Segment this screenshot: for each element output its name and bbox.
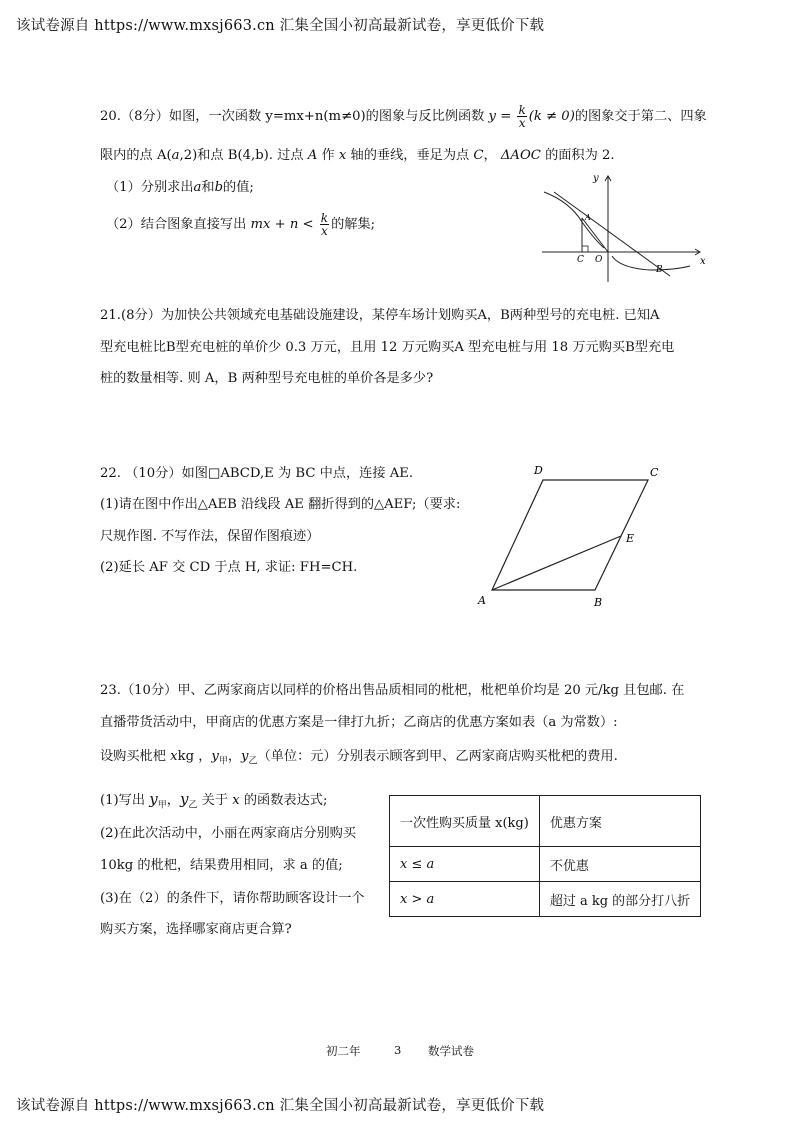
q20-var-C: C xyxy=(473,148,484,163)
q23-s1d: 的函数表达式; xyxy=(239,793,328,808)
hyperbola-branch-q4 xyxy=(612,256,690,270)
q20-var-x: x xyxy=(338,148,347,163)
q20-p2-den: x xyxy=(321,224,328,238)
q23-sub-3-line-1: (3)在（2）的条件下，请你帮助顾客设计一个 xyxy=(100,891,365,906)
q23-sub-jia: 甲 xyxy=(218,756,228,767)
q23-l3a: 设购买枇杷 xyxy=(100,749,171,764)
q23-y-symbol-1: y xyxy=(211,749,219,764)
q20-fn-fraction xyxy=(517,104,526,129)
q23-s1-x: x xyxy=(232,793,240,808)
footer-banner: 该试卷源自 https://www.mxsj663.cn 汇集全国小初高最新试卷，享更低价下载 xyxy=(16,1098,545,1114)
q20-l2f: 的面积为 2. xyxy=(545,148,615,163)
q23-s1-sub-yi: 乙 xyxy=(188,800,198,811)
q20-fn-y: y = xyxy=(488,109,512,124)
q20-line-1 xyxy=(100,104,707,129)
q23-sub-3-line-2: 购买方案，选择哪家商店更合算? xyxy=(100,922,292,937)
q21-line-1: 21.(8分）为加快公共领域充电基础设施建设，某停车场计划购买A，B两种型号的充电桩. 已知A xyxy=(100,308,660,323)
table-header-plan: 优惠方案 xyxy=(539,796,700,847)
q22-line-3: 尺规作图. 不写作法，保留作图痕迹） xyxy=(100,529,320,544)
q20-p1b: 和 xyxy=(201,180,215,195)
header-banner: 该试卷源自 https://www.mxsj663.cn 汇集全国小初高最新试卷，享更低价下载 xyxy=(16,18,545,34)
label-O: O xyxy=(595,255,603,265)
q22-parallelogram-figure xyxy=(470,458,670,610)
q20-l2b: ,2)和点 B(4,b). 过点 xyxy=(179,148,304,163)
q20-lead-tail: 的图象交于第二、四象 xyxy=(574,109,707,124)
q23-y-symbol-2: y xyxy=(241,749,249,764)
q22-line-4: (2)延长 AF 交 CD 于点 H, 求证: FH=CH. xyxy=(100,560,358,575)
footer-grade: 初二年 xyxy=(326,1044,361,1058)
q23-s1-y1: y xyxy=(149,790,158,808)
q20-l2d: 轴的垂线，垂足为点 xyxy=(350,148,470,163)
table-cell-condition: x > a xyxy=(390,882,540,917)
segment-ao xyxy=(582,218,608,252)
q23-sub-2-line-1: (2)在此次活动中，小丽在两家商店分别购买 xyxy=(100,826,357,841)
table-header-row xyxy=(390,796,701,847)
q20-lead: 20.（8分）如图，一次函数 y=mx+n(m≠0)的图象与反比例函数 xyxy=(100,109,485,124)
q20-fn-den: x xyxy=(518,116,526,130)
label-A: A xyxy=(585,213,591,222)
q23-s1a: (1)写出 xyxy=(100,793,150,808)
label-B: B xyxy=(656,265,663,275)
q20-var-A: A xyxy=(307,148,318,163)
label-y: y xyxy=(593,173,599,184)
q20-fn-cond: (k ≠ 0) xyxy=(528,109,575,124)
parallelogram-abcd xyxy=(492,480,648,590)
q23-sub-1 xyxy=(100,790,327,811)
footer-page-number: 3 xyxy=(394,1043,402,1057)
q21-line-2: 型充电桩比B型充电桩的单价少 0.3 万元，且用 12 万元购买A 型充电桩与用 18 万元购买B型充电 xyxy=(100,340,675,355)
q23-line-3 xyxy=(100,749,618,767)
label-x: x xyxy=(700,256,706,267)
table-cell-condition: x ≤ a xyxy=(390,847,540,882)
q22-line-2: (1)请在图中作出△AEB 沿线段 AE 翻折得到的△AEF;（要求: xyxy=(100,497,461,512)
footer-subject: 数学试卷 xyxy=(428,1044,474,1058)
table-cell-plan: 超过 a kg 的部分打八折 xyxy=(539,882,700,917)
q20-l2c: 作 xyxy=(321,148,335,163)
q20-coordinate-figure xyxy=(540,172,710,284)
table-row xyxy=(390,847,701,882)
label-C: C xyxy=(577,255,584,265)
q20-l2a: 限内的点 A( xyxy=(100,148,172,163)
q23-sub-2-line-2: 10kg 的枇杷，结果费用相同，求 a 的值; xyxy=(100,858,343,873)
q20-fn-num: k xyxy=(518,103,526,117)
q23-l3b: kg ， xyxy=(177,749,212,764)
q22-line-1: 22. （10分）如图□ABCD,E 为 BC 中点，连接 AE. xyxy=(100,466,414,481)
q20-p2a: （2）结合图象直接写出 xyxy=(106,217,247,232)
table-header-quantity: 一次性购买质量 x(kg) xyxy=(390,796,540,847)
segment-ae xyxy=(492,536,621,590)
label-B: B xyxy=(594,596,603,609)
q23-line-2: 直播带货活动中，甲商店的优惠方案是一律打九折；乙商店的优惠方案如表（a 为常数）: xyxy=(100,715,618,730)
q20-line-2 xyxy=(100,148,615,164)
q21-line-3: 桩的数量相等. 则 A，B 两种型号充电桩的单价各是多少? xyxy=(100,371,434,386)
table-cell-plan: 不优惠 xyxy=(539,847,700,882)
q20-part-1 xyxy=(106,180,254,196)
label-C: C xyxy=(650,466,659,479)
q23-s1c: 关于 xyxy=(197,793,233,808)
q23-l3-x: x xyxy=(170,749,178,764)
q23-s1-y2: y xyxy=(179,790,189,808)
linear-function-line xyxy=(554,192,670,276)
q20-l2e: ， xyxy=(483,148,497,163)
q20-var-a: a xyxy=(171,148,180,163)
q23-sub-yi: 乙 xyxy=(248,756,258,767)
q20-p1-var-a: a xyxy=(193,180,202,195)
q20-p2b: 的解集; xyxy=(331,217,376,232)
table-row xyxy=(390,882,701,917)
q23-s1-sub-jia: 甲 xyxy=(157,800,167,811)
discount-table xyxy=(389,795,701,917)
q20-p1-var-b: b xyxy=(214,180,224,195)
right-angle-mark xyxy=(582,246,588,252)
q23-s1b: ， xyxy=(166,793,180,808)
q20-triangle: ΔAOC xyxy=(500,148,541,163)
q20-p2-fraction xyxy=(320,212,329,237)
q23-l3d: （单位：元）分别表示顾客到甲、乙两家商店购买枇杷的费用. xyxy=(257,749,618,764)
label-D: D xyxy=(534,464,543,477)
q20-p2-expr: mx + n < xyxy=(250,217,314,232)
q20-p2-num: k xyxy=(320,211,329,225)
q23-l3c: ， xyxy=(227,749,242,764)
hyperbola-branch-q2 xyxy=(544,192,604,248)
q20-p1c: 的值; xyxy=(223,180,254,195)
q20-part-2 xyxy=(106,212,375,237)
label-A: A xyxy=(478,594,486,607)
label-E: E xyxy=(626,532,635,545)
q20-p1a: （1）分别求出 xyxy=(106,180,194,195)
q23-line-1: 23.（10分）甲、乙两家商店以同样的价格出售品质相同的枇杷，枇杷单价均是 20 元/kg 且包邮. 在 xyxy=(100,683,685,698)
